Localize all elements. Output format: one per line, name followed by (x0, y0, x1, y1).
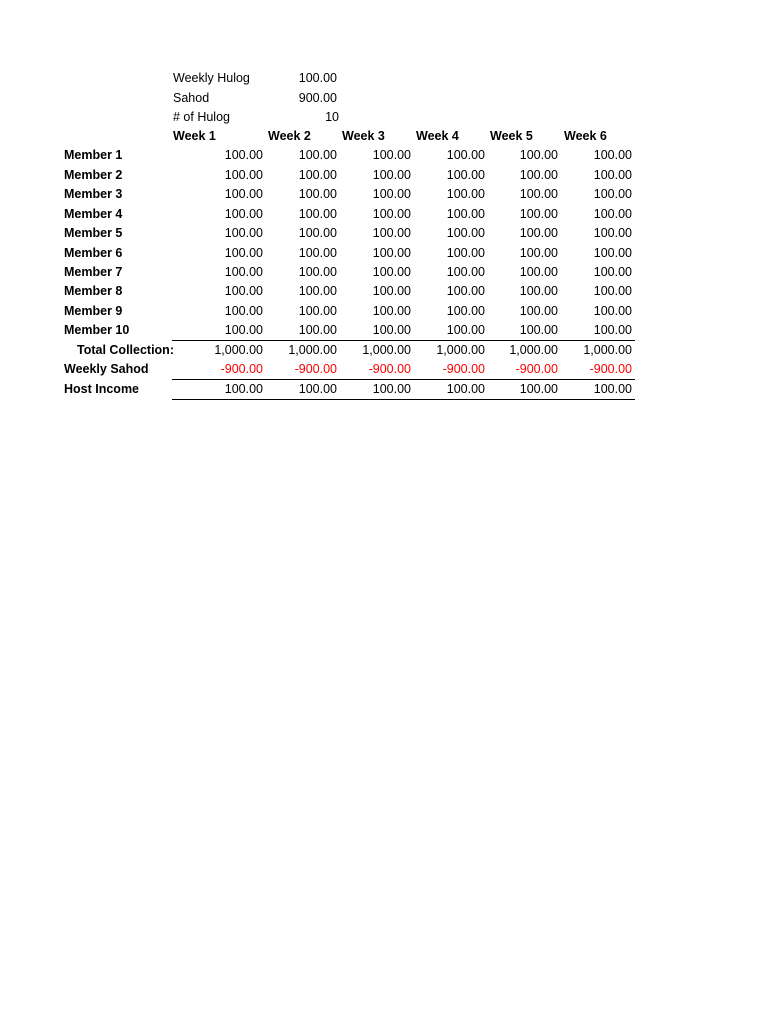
member-cell: 100.00 (372, 284, 411, 298)
member-name: Member 3 (64, 187, 123, 201)
sahod-cell: -900.00 (368, 362, 411, 376)
member-cell: 100.00 (224, 168, 263, 182)
member-cell: 100.00 (593, 284, 632, 298)
member-cell: 100.00 (519, 226, 558, 240)
member-cell: 100.00 (298, 226, 337, 240)
param-value-sahod: 900.00 (298, 91, 337, 105)
member-cell: 100.00 (224, 246, 263, 260)
member-cell: 100.00 (224, 207, 263, 221)
param-label-weekly-hulog: Weekly Hulog (173, 71, 250, 85)
weekly-sahod-label: Weekly Sahod (64, 362, 149, 376)
week-header-6: Week 6 (564, 129, 607, 143)
param-value-num-hulog: 10 (325, 110, 339, 124)
member-cell: 100.00 (372, 168, 411, 182)
sahod-cell: -900.00 (294, 362, 337, 376)
member-cell: 100.00 (593, 304, 632, 318)
member-cell: 100.00 (593, 148, 632, 162)
member-name: Member 6 (64, 246, 123, 260)
member-cell: 100.00 (593, 168, 632, 182)
member-cell: 100.00 (224, 284, 263, 298)
member-cell: 100.00 (446, 265, 485, 279)
member-cell: 100.00 (372, 304, 411, 318)
member-name: Member 8 (64, 284, 123, 298)
member-cell: 100.00 (224, 304, 263, 318)
income-cell: 100.00 (298, 382, 337, 396)
member-cell: 100.00 (446, 187, 485, 201)
sahod-cell: -900.00 (442, 362, 485, 376)
member-cell: 100.00 (224, 226, 263, 240)
member-cell: 100.00 (224, 187, 263, 201)
income-cell: 100.00 (519, 382, 558, 396)
member-cell: 100.00 (298, 265, 337, 279)
member-cell: 100.00 (372, 265, 411, 279)
member-cell: 100.00 (224, 148, 263, 162)
member-cell: 100.00 (446, 284, 485, 298)
member-cell: 100.00 (446, 304, 485, 318)
week-header-4: Week 4 (416, 129, 459, 143)
param-label-num-hulog: # of Hulog (173, 110, 230, 124)
collection-cell: 1,000.00 (214, 343, 263, 357)
member-cell: 100.00 (446, 168, 485, 182)
member-cell: 100.00 (593, 265, 632, 279)
week-header-3: Week 3 (342, 129, 385, 143)
member-name: Member 2 (64, 168, 123, 182)
param-value-weekly-hulog: 100.00 (298, 71, 337, 85)
collection-cell: 1,000.00 (583, 343, 632, 357)
member-cell: 100.00 (519, 168, 558, 182)
income-cell: 100.00 (372, 382, 411, 396)
member-cell: 100.00 (372, 323, 411, 337)
member-cell: 100.00 (372, 226, 411, 240)
member-cell: 100.00 (519, 148, 558, 162)
sahod-cell: -900.00 (515, 362, 558, 376)
member-cell: 100.00 (372, 187, 411, 201)
week-header-2: Week 2 (268, 129, 311, 143)
member-cell: 100.00 (519, 207, 558, 221)
member-cell: 100.00 (372, 246, 411, 260)
member-cell: 100.00 (298, 304, 337, 318)
member-cell: 100.00 (298, 187, 337, 201)
total-collection-label: Total Collection: (77, 343, 174, 357)
member-cell: 100.00 (224, 323, 263, 337)
collection-cell: 1,000.00 (436, 343, 485, 357)
member-cell: 100.00 (298, 284, 337, 298)
income-cell: 100.00 (446, 382, 485, 396)
member-name: Member 9 (64, 304, 123, 318)
member-cell: 100.00 (593, 323, 632, 337)
member-cell: 100.00 (446, 226, 485, 240)
member-cell: 100.00 (519, 284, 558, 298)
member-name: Member 1 (64, 148, 123, 162)
sahod-cell: -900.00 (220, 362, 263, 376)
host-income-label: Host Income (64, 382, 140, 396)
member-cell: 100.00 (593, 226, 632, 240)
income-cell: 100.00 (224, 382, 263, 396)
sahod-cell: -900.00 (589, 362, 632, 376)
member-cell: 100.00 (593, 246, 632, 260)
member-cell: 100.00 (298, 148, 337, 162)
member-name: Member 5 (64, 226, 123, 240)
member-cell: 100.00 (519, 265, 558, 279)
member-cell: 100.00 (519, 304, 558, 318)
member-cell: 100.00 (298, 246, 337, 260)
member-cell: 100.00 (224, 265, 263, 279)
member-cell: 100.00 (298, 323, 337, 337)
collection-cell: 1,000.00 (362, 343, 411, 357)
week-header-1: Week 1 (173, 129, 216, 143)
member-cell: 100.00 (593, 187, 632, 201)
member-cell: 100.00 (298, 168, 337, 182)
member-cell: 100.00 (446, 148, 485, 162)
member-cell: 100.00 (372, 207, 411, 221)
member-cell: 100.00 (372, 148, 411, 162)
member-cell: 100.00 (298, 207, 337, 221)
member-cell: 100.00 (519, 246, 558, 260)
member-cell: 100.00 (519, 187, 558, 201)
income-rule-bottom (172, 399, 635, 400)
member-cell: 100.00 (519, 323, 558, 337)
member-name: Member 10 (64, 323, 130, 337)
collection-cell: 1,000.00 (288, 343, 337, 357)
member-cell: 100.00 (593, 207, 632, 221)
week-header-5: Week 5 (490, 129, 533, 143)
income-cell: 100.00 (593, 382, 632, 396)
member-name: Member 7 (64, 265, 123, 279)
member-cell: 100.00 (446, 246, 485, 260)
param-label-sahod: Sahod (173, 91, 210, 105)
collection-cell: 1,000.00 (509, 343, 558, 357)
member-cell: 100.00 (446, 323, 485, 337)
member-cell: 100.00 (446, 207, 485, 221)
member-name: Member 4 (64, 207, 123, 221)
